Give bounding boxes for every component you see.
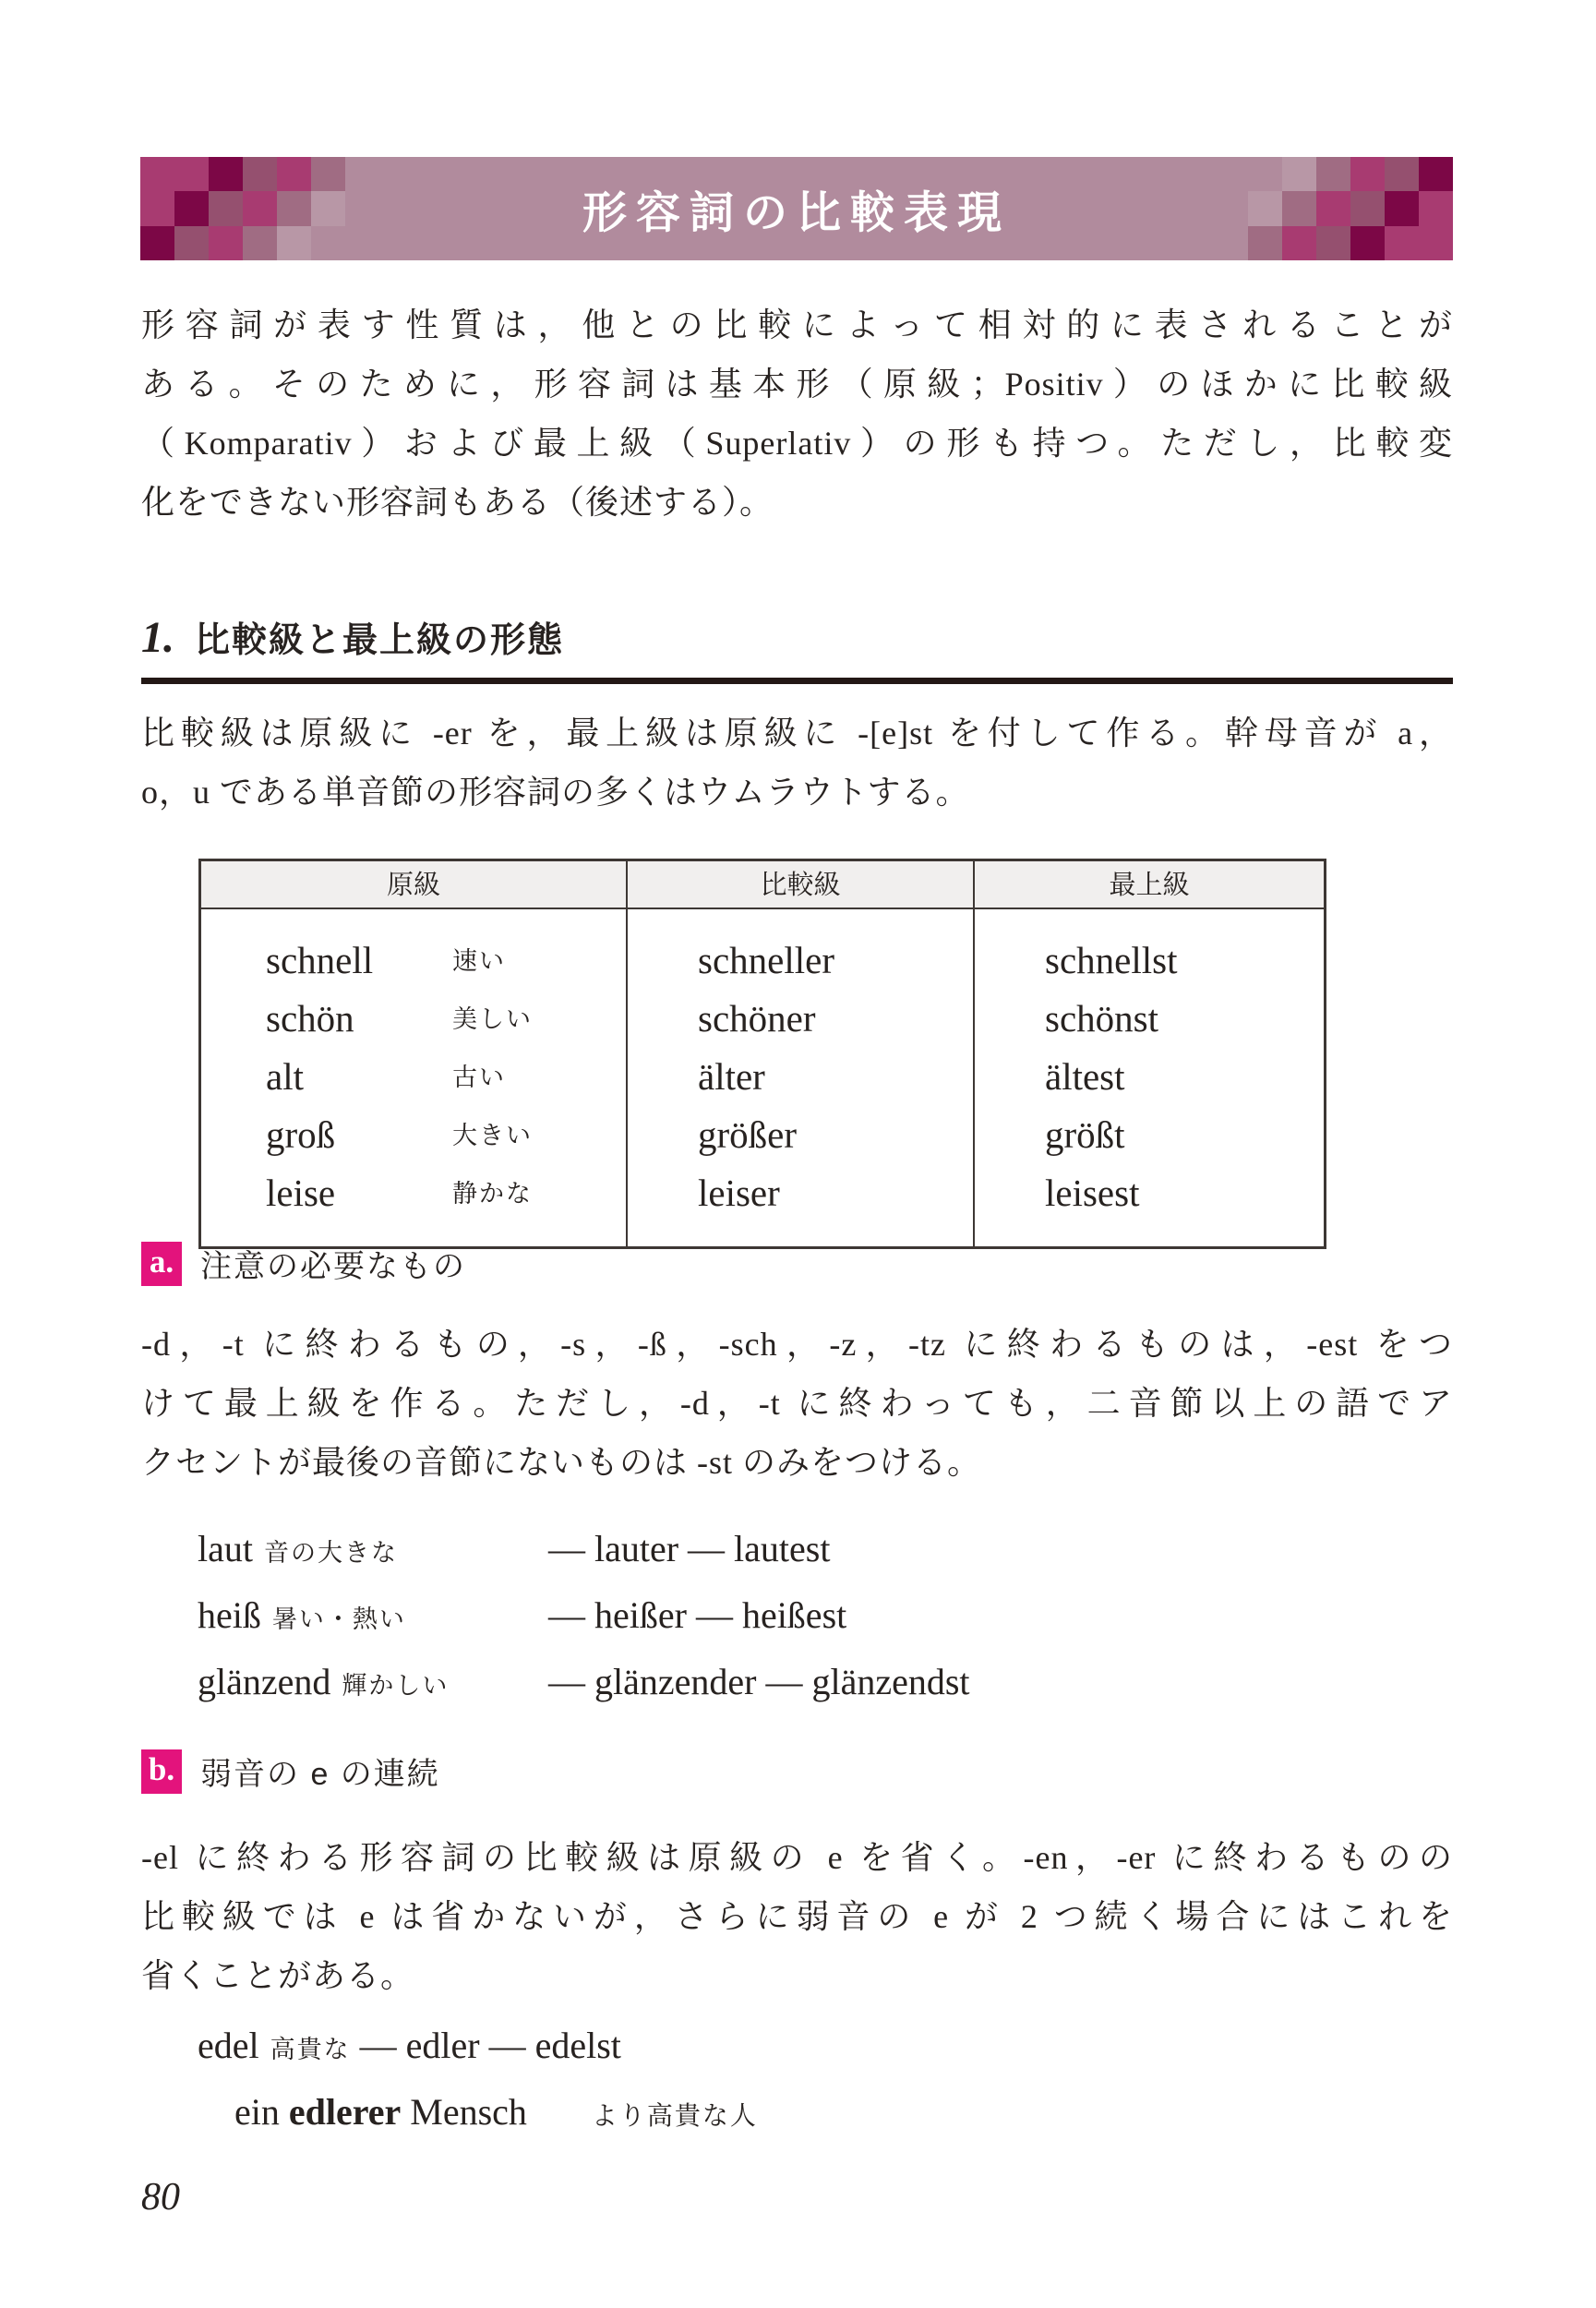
intro-paragraph (141, 295, 1453, 532)
table-cell: älter (698, 1055, 765, 1098)
japanese-gloss: 輝かしい (342, 1672, 450, 1700)
subsection-b-example-phrase (234, 2079, 1546, 2146)
table-cell: leisest (1045, 1172, 1140, 1214)
intro-line: 化をできない形容詞もある（後述する）。 (141, 484, 774, 521)
table-column-superlative (975, 909, 1324, 1246)
example-row (198, 1582, 1509, 1649)
lead-line: 比較級は原級に -er を，最上級は原級に -[e]st を付して作る。幹母音が a， (141, 715, 1453, 751)
subsection-b-label-badge: b. (141, 1749, 182, 1794)
table-cell: schneller (698, 939, 834, 981)
japanese-gloss: 大きい (452, 1122, 533, 1149)
paragraph-line: -d，-t に終わるもの，-s，-ß，-sch，-z，-tz に終わるものは，-est をつ (141, 1326, 1453, 1363)
subsection-a-paragraph (141, 1315, 1453, 1492)
subsection-b-example (198, 2013, 1509, 2079)
japanese-gloss: より高貴な人 (591, 2102, 758, 2131)
example-row (198, 2013, 1509, 2079)
table-row: alt 古い (201, 1048, 626, 1106)
japanese-gloss: 高貴な (270, 2036, 351, 2063)
table-row: groß 大きい (201, 1106, 626, 1164)
table-header-comparative: 比較級 (628, 861, 975, 909)
subsection-a (141, 1241, 1453, 1286)
table-row: leise 静かな (201, 1164, 626, 1222)
intro-line: 形容詞が表す性質は，他との比較によって相対的に表されることが (141, 307, 1453, 343)
table-body (201, 909, 1324, 1246)
japanese-gloss: 暑い・熱い (271, 1605, 406, 1633)
subsection-a-examples (198, 1516, 1509, 1715)
table-header-row (201, 861, 1324, 909)
german-word: heiß (198, 1594, 261, 1636)
intro-line: ある。そのために，形容詞は基本形（原級；Positiv）のほかに比較級 (141, 366, 1453, 403)
subsection-b (141, 1749, 1453, 1794)
example-row (198, 1649, 1509, 1715)
table-row: schön 美しい (201, 990, 626, 1048)
page-number: 80 (141, 2176, 180, 2218)
section-1-heading (141, 611, 1453, 684)
paragraph-line: けて最上級を作る。ただし，-d，-t に終わっても，二音節以上の語でア (141, 1385, 1453, 1422)
table-cell: schönst (1045, 997, 1158, 1040)
subsection-a-heading (141, 1241, 1453, 1286)
german-word: glänzend (198, 1661, 331, 1702)
comparison-forms: — glänzender — glänzendst (548, 1661, 970, 1702)
example-row (198, 1516, 1509, 1582)
phrase-pre: ein (234, 2091, 289, 2133)
intro-line: （Komparativ）および最上級（Superlativ）の形も持つ。ただし，比較変 (141, 425, 1453, 462)
chapter-title: 形容詞の比較表現 (582, 188, 1011, 238)
german-word: edel (198, 2025, 259, 2066)
japanese-gloss: 美しい (452, 1005, 533, 1033)
phrase-bold-word: edlerer (288, 2091, 402, 2133)
paragraph-line: 省くことがある。 (141, 1957, 415, 1994)
section-1 (141, 611, 1453, 684)
japanese-gloss: 速い (452, 947, 506, 975)
comparison-forms: — edler — edelst (359, 2025, 621, 2066)
section-1-lead (141, 703, 1453, 822)
example-phrase-row (234, 2079, 1546, 2146)
table-row: schnell 速い (201, 932, 626, 990)
german-word: laut (198, 1528, 253, 1569)
comparison-forms: — lauter — lautest (548, 1528, 831, 1569)
table-header-superlative: 最上級 (975, 861, 1324, 909)
comparison-table (198, 859, 1326, 1249)
table-cell: schnellst (1045, 939, 1178, 981)
japanese-gloss: 静かな (452, 1180, 533, 1208)
subsection-b-heading (141, 1749, 1453, 1794)
phrase-post: Mensch (401, 2091, 527, 2133)
comparison-forms: — heißer — heißest (548, 1594, 847, 1636)
table-header-positive: 原級 (201, 861, 628, 909)
table-cell: leiser (698, 1172, 780, 1214)
japanese-gloss: 音の大きな (263, 1539, 398, 1567)
subsection-b-title: 弱音の e の連続 (200, 1757, 440, 1792)
section-number: 1. (141, 613, 174, 662)
table-cell: größer (698, 1113, 798, 1156)
paragraph-line: 比較級では e は省かないが，さらに弱音の e が 2 つ続く場合にはこれを (141, 1898, 1453, 1935)
subsection-a-label-badge: a. (141, 1242, 182, 1286)
paragraph-line: -el に終わる形容詞の比較級は原級の e を省く。-en，-er に終わるものの (141, 1839, 1453, 1876)
table-cell: schöner (698, 997, 816, 1040)
chapter-banner (140, 157, 1453, 260)
table-cell: größt (1045, 1113, 1125, 1156)
paragraph-line: クセントが最後の音節にないものは -st のみをつける。 (141, 1444, 982, 1481)
table-column-positive (201, 909, 628, 1246)
subsection-a-title: 注意の必要なもの (200, 1249, 466, 1284)
table-column-comparative (628, 909, 975, 1246)
table-cell: ältest (1045, 1055, 1125, 1098)
section-title: 比較級と最上級の形態 (195, 621, 565, 660)
japanese-gloss: 古い (452, 1064, 506, 1091)
subsection-b-paragraph (141, 1828, 1453, 2005)
lead-line: o，u である単音節の形容詞の多くはウムラウトする。 (141, 774, 970, 811)
